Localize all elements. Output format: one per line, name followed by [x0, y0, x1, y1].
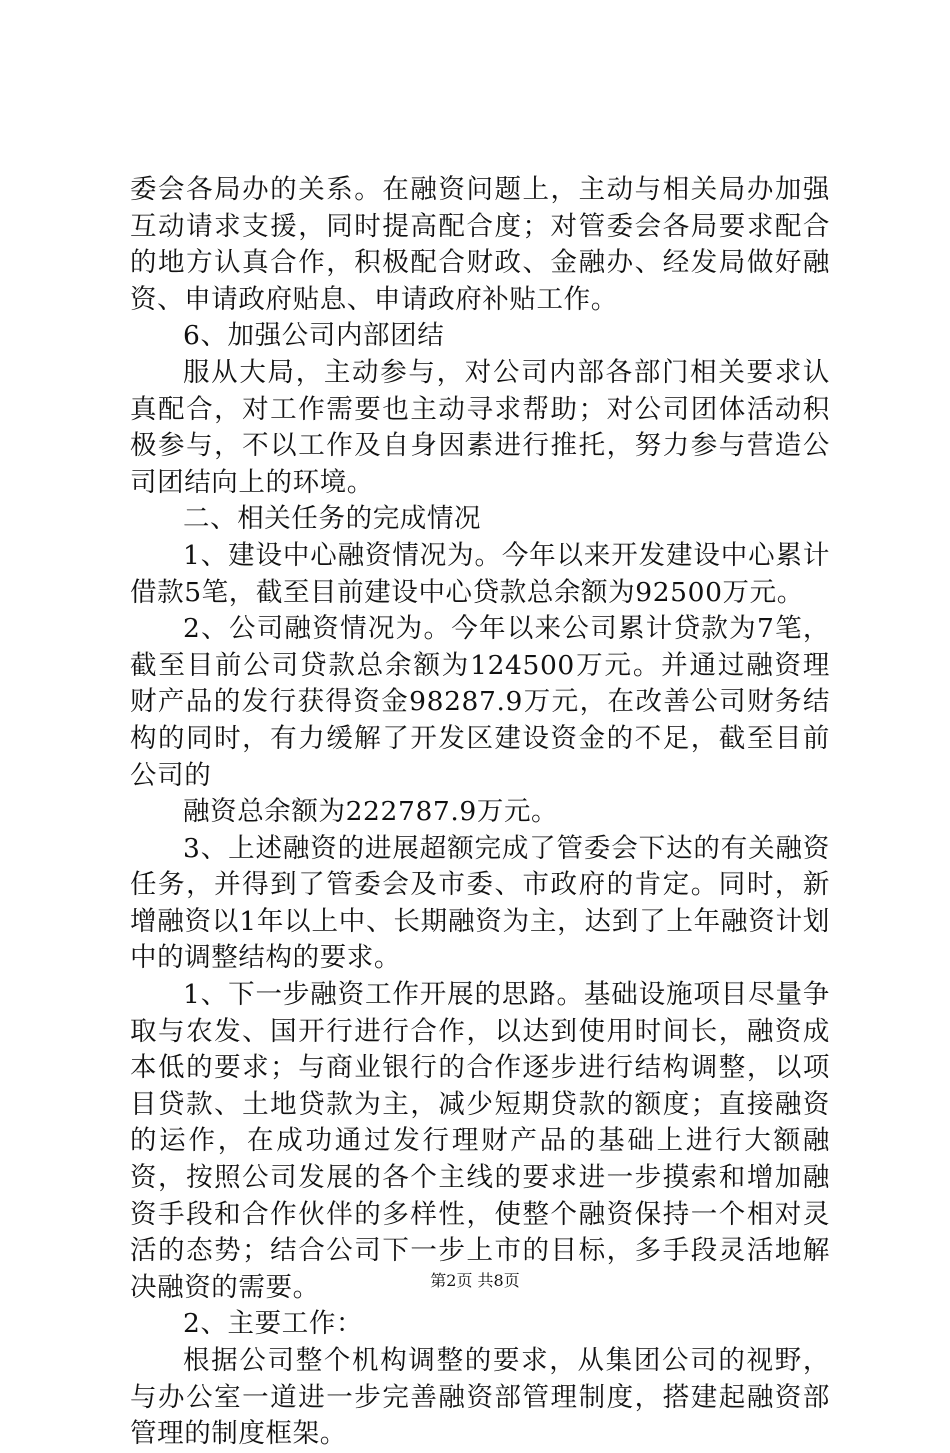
paragraph-item-1: 1、建设中心融资情况为。今年以来开发建设中心累计借款5笔，截至目前建设中心贷款总余额为92500万元。 — [130, 539, 830, 608]
paragraph-team-unity: 服从大局，主动参与，对公司内部各部门相关要求认真配合，对工作需要也主动寻求帮助；对公司团体活动积极参与，不以工作及自身因素进行推托，努力参与营造公司团结向上的环境。 — [130, 356, 830, 498]
page-footer: 第2页 共8页 — [430, 1271, 520, 1290]
document-body — [130, 172, 830, 1453]
paragraph-item-2-continued: 融资总余额为222787.9万元。 — [183, 796, 559, 828]
paragraph-next-steps: 1、下一步融资工作开展的思路。基础设施项目尽量争取与农发、国开行进行合作，以达到使用时间长，融资成本低的要求；与商业银行的合作逐步进行结构调整，以项目贷款、土地贷款为主，减少短期贷款的额度；直接融资的运作，在成功通过发行理财产品的基础上进行大额融资，按照公司发展的各个主线的要求进一步摸索和增加融资手段和合作伙伴的多样性，使整个融资保持一个相对灵活的态势；结合公司下一步上市的目标，多手段灵活地解决融资的需要。 — [130, 979, 830, 1303]
section-heading-2: 二、相关任务的完成情况 — [183, 503, 482, 535]
paragraph-heading-6: 6、加强公司内部团结 — [183, 320, 445, 352]
paragraph-main-work-heading: 2、主要工作： — [183, 1308, 364, 1340]
paragraph-item-2: 2、公司融资情况为。今年以来公司累计贷款为7笔，截至目前公司贷款总余额为124500万元。并通过融资理财产品的发行获得资金98287.9万元，在改善公司财务结构的同时，有力缓解了开发区建设资金的不足，截至目前公司的 — [130, 613, 830, 791]
paragraph-continuation: 委会各局办的关系。在融资问题上，主动与相关局办加强互动请求支援，同时提高配合度；对管委会各局要求配合的地方认真合作，积极配合财政、金融办、经发局做好融资、申请政府贴息、申请政府补贴工作。 — [130, 174, 830, 315]
paragraph-item-3: 3、上述融资的进展超额完成了管委会下达的有关融资任务，并得到了管委会及市委、市政府的肯定。同时，新增融资以1年以上中、长期融资为主，达到了上年融资计划中的调整结构的要求。 — [130, 832, 830, 974]
paragraph-main-work: 根据公司整个机构调整的要求，从集团公司的视野，与办公室一道进一步完善融资部管理制度，搭建起融资部管理的制度框架。 — [130, 1345, 830, 1450]
